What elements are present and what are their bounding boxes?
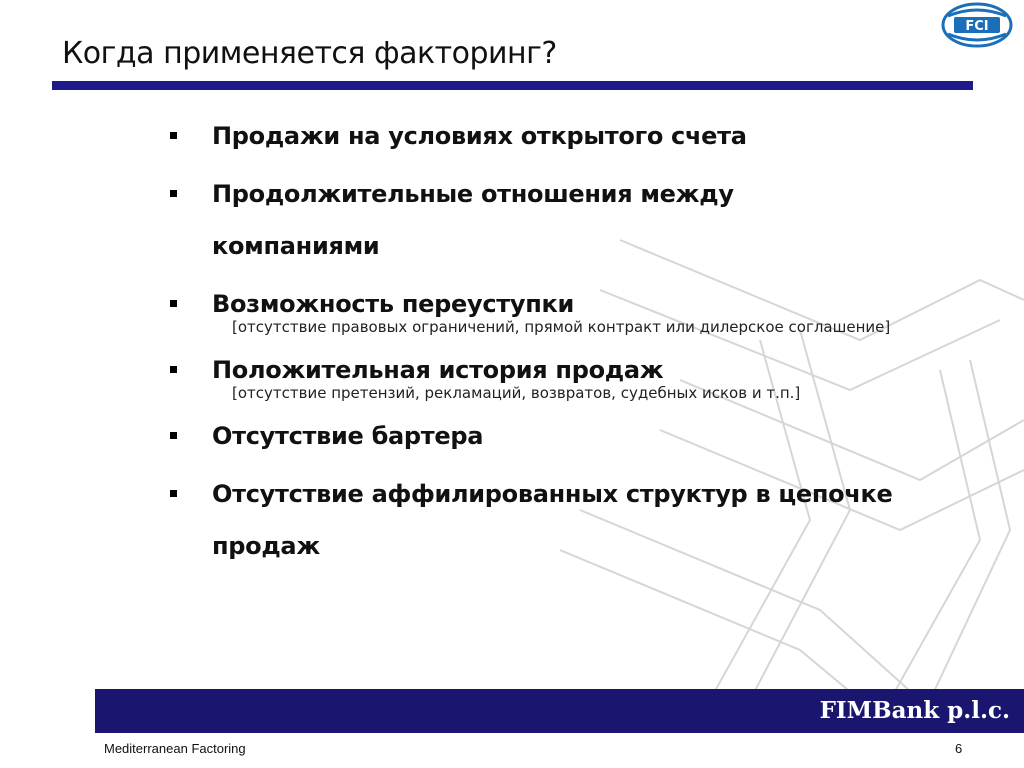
bullet-text: Возможность переуступки — [212, 290, 574, 318]
fci-logo — [940, 2, 1014, 48]
bullet-item — [170, 278, 970, 338]
bullet-list — [170, 118, 970, 572]
bullet-item — [170, 344, 970, 404]
bullet-item — [170, 468, 970, 572]
bullet-item — [170, 110, 970, 162]
square-bullet-icon — [170, 300, 177, 307]
bullet-text: Отсутствие аффилированных структур в цепочке продаж — [212, 480, 893, 560]
footer-brand: FIMBank p.l.c. — [819, 697, 1010, 724]
square-bullet-icon — [170, 490, 177, 497]
square-bullet-icon — [170, 366, 177, 373]
bullet-note: [отсутствие претензий, рекламаций, возвратов, судебных исков и т.п.] — [232, 384, 801, 402]
bullet-note: [отсутствие правовых ограничений, прямой контракт или дилерское соглашение] — [232, 318, 891, 336]
bullet-text: Продолжительные отношения между компаниями — [212, 180, 734, 260]
bullet-text: Положительная история продаж — [212, 356, 664, 384]
bullet-text: Отсутствие бартера — [212, 422, 484, 450]
bullet-item — [170, 410, 970, 462]
bullet-item — [170, 168, 770, 272]
footer-bar — [95, 689, 1024, 733]
square-bullet-icon — [170, 132, 177, 139]
page-number: 6 — [955, 741, 963, 756]
square-bullet-icon — [170, 432, 177, 439]
square-bullet-icon — [170, 190, 177, 197]
bullet-text: Продажи на условиях открытого счета — [212, 122, 747, 150]
logo-text: FCI — [965, 19, 989, 34]
slide-title: Когда применяется факторинг? — [62, 36, 557, 71]
footer-caption: Mediterranean Factoring — [104, 741, 246, 756]
title-divider — [52, 81, 973, 90]
